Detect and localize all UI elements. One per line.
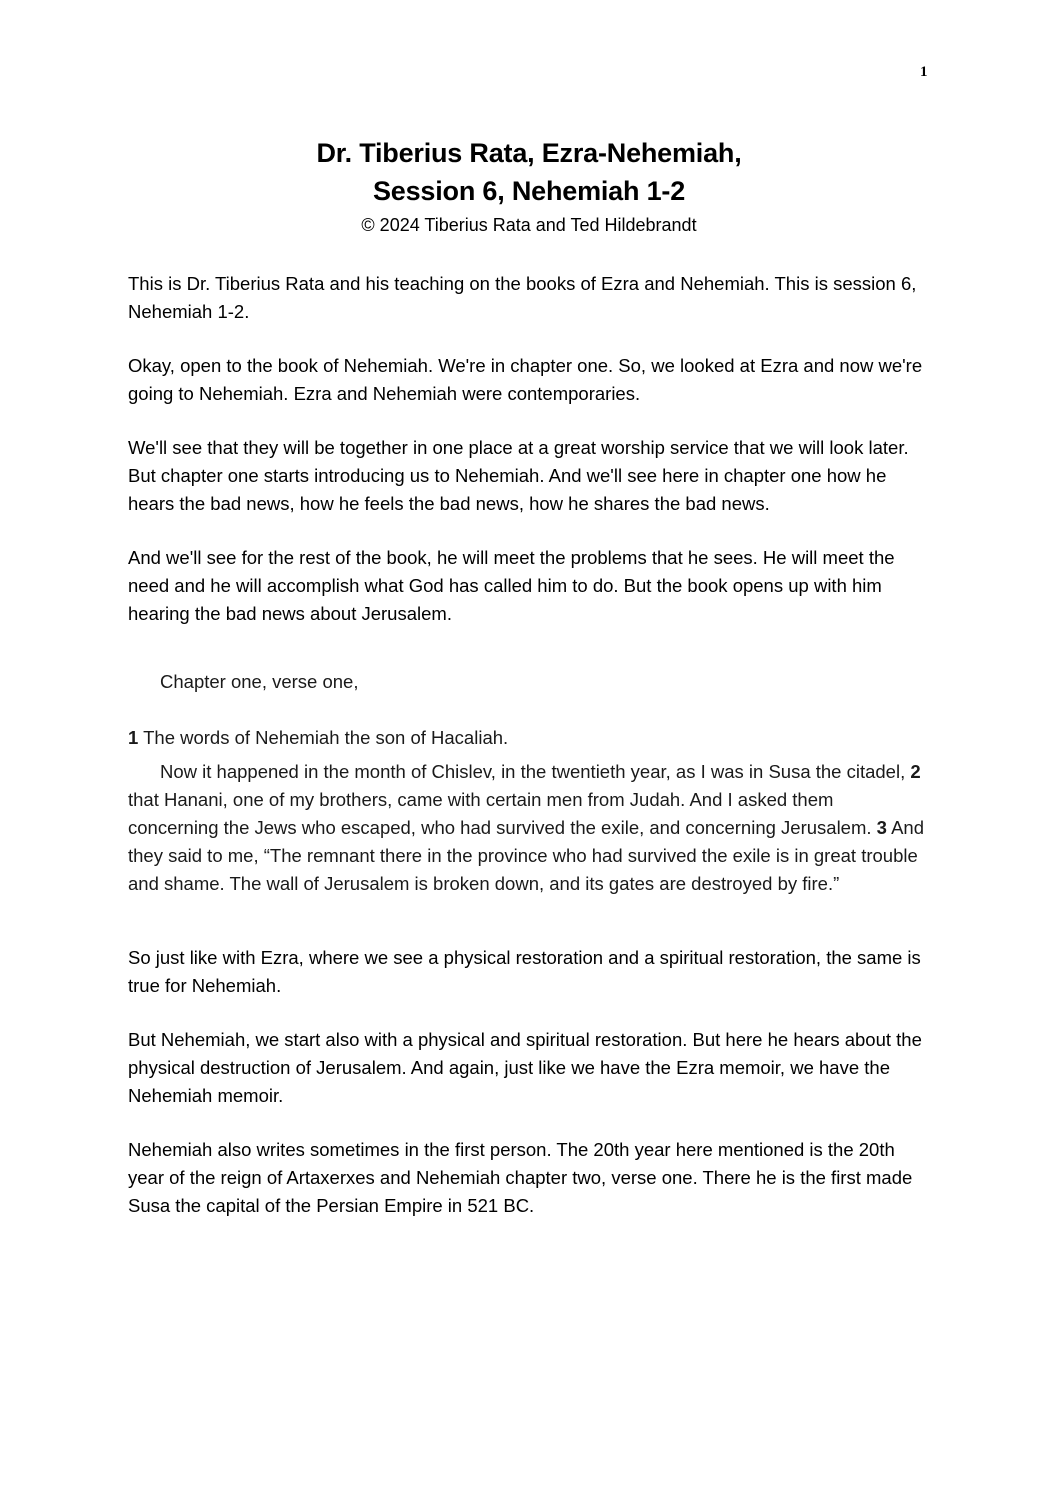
scripture-verse-1 [128,724,928,752]
scripture-intro: Chapter one, verse one, [160,671,359,692]
verse-number: 2 [910,761,921,782]
verse-text: And they said to me, “The remnant there in the province who had survived the exile is in great trouble and shame. The wall of Jerusalem is broken down, and its gates are destroyed by fire.” [128,817,924,894]
paragraph-twentieth-year: Nehemiah also writes sometimes in the first person. The 20th year here mentioned is the 20th year of the reign of Artaxerxes and Nehemiah chapter two, verse one. There he is the first made Susa the capital of the Persian Empire in 521 BC. [128,1139,913,1216]
paragraph-open-book: Okay, open to the book of Nehemiah. We're in chapter one. So, we looked at Ezra and now we're going to Nehemiah. Ezra and Nehemiah were contemporaries. [128,355,923,404]
paragraph-ezra-comparison: So just like with Ezra, where we see a physical restoration and a spiritual restoration, the same is true for Nehemiah. [128,947,921,996]
verse-number: 3 [876,817,887,838]
paragraph-chapter-overview: We'll see that they will be together in one place at a great worship service that we will look later. But chapter one starts introducing us to Nehemiah. And we'll see here in chapter one how he hears the bad news, how he feels the bad news, how he shares the bad news. [128,437,909,514]
verse-text: The words of Nehemiah the son of Hacaliah. [138,727,509,748]
document-body [128,270,928,1220]
title-block [0,134,1058,238]
paragraph-physical-destruction: But Nehemiah, we start also with a physical and spiritual restoration. But here he hears about the physical destruction of Jerusalem. And again, just like we have the Ezra memoir, we have the Nehemiah memoir. [128,1029,922,1106]
paragraph-intro: This is Dr. Tiberius Rata and his teaching on the books of Ezra and Nehemiah. This is session 6, Nehemiah 1-2. [128,273,917,322]
verse-text: that Hanani, one of my brothers, came with certain men from Judah. And I asked them concerning the Jews who escaped, who had survived the exile, and concerning Jerusalem. [128,789,877,838]
page-number: 1 [920,64,928,80]
copyright-notice: © 2024 Tiberius Rata and Ted Hildebrandt [361,215,697,235]
paragraph-rest-of-book: And we'll see for the rest of the book, he will meet the problems that he sees. He will meet the need and he will accomplish what God has called him to do. But the book opens up with him hearing the bad news about Jerusalem. [128,547,895,624]
page-title-line-1: Dr. Tiberius Rata, Ezra-Nehemiah, [316,138,742,168]
verse-number: 1 [128,727,139,748]
scripture-passage [128,758,928,898]
verse-text: Now it happened in the month of Chislev, in the twentieth year, as I was in Susa the citadel, [160,761,911,782]
page-title-line-2: Session 6, Nehemiah 1-2 [372,176,686,206]
